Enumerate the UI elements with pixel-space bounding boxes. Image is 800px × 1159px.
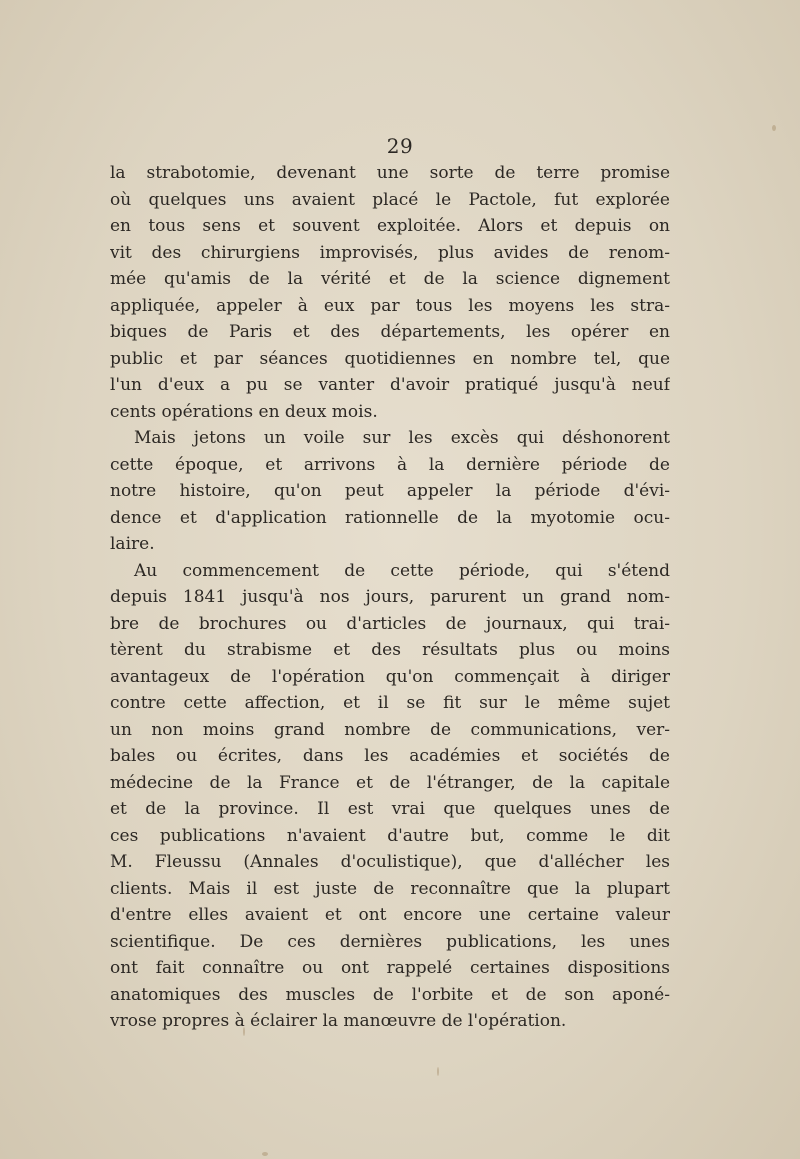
- text-line: d'entre elles avaient et ont encore une certaine valeur: [110, 905, 670, 925]
- text-line: ont fait connaître ou ont rappelé certaines dispositions: [110, 958, 670, 978]
- text-line: bales ou écrites, dans les académies et sociétés de: [110, 746, 670, 766]
- text-line: ces publications n'avaient d'autre but, comme le dit: [110, 825, 670, 846]
- text-line: l'un d'eux a pu se vanter d'avoir pratiqué jusqu'à neuf: [110, 375, 670, 395]
- text-line: notre histoire, qu'on peut appeler la période d'évi-: [110, 481, 670, 501]
- text-line: un non moins grand nombre de communications, ver-: [110, 719, 670, 740]
- foxing-spot: [772, 125, 776, 131]
- text-line: cents opérations en deux mois.: [110, 401, 378, 422]
- text-line: la strabotomie, devenant une sorte de terre promise: [110, 163, 670, 183]
- text-line: public et par séances quotidiennes en nombre tel, que: [110, 348, 670, 369]
- text-line: médecine de la France et de l'étranger, de la capitale: [110, 772, 670, 793]
- text-line: vit des chirurgiens improvisés, plus avides de renom-: [110, 242, 670, 263]
- text-line: scientifique. De ces dernières publications, les unes: [110, 931, 670, 952]
- text-line: Mais jetons un voile sur les excès qui déshonorent: [134, 428, 670, 448]
- text-line: en tous sens et souvent exploitée. Alors et depuis on: [110, 216, 670, 236]
- paragraph: [110, 425, 670, 558]
- text-line: depuis 1841 jusqu'à nos jours, parurent un grand nom-: [110, 587, 670, 607]
- text-line: laire.: [110, 534, 155, 554]
- text-line: contre cette affection, et il se fit sur le même sujet: [110, 693, 670, 713]
- text-block: [110, 160, 670, 1035]
- foxing-spot: [437, 1067, 439, 1076]
- text-line: tèrent du strabisme et des résultats plus ou moins: [110, 640, 670, 660]
- paragraph: [110, 160, 670, 425]
- text-line: clients. Mais il est juste de reconnaître que la plupart: [110, 878, 670, 899]
- paragraph: [110, 558, 670, 1035]
- text-line: avantageux de l'opération qu'on commençait à diriger: [110, 666, 670, 687]
- text-line: vrose propres à éclairer la manœuvre de l'opération.: [110, 1011, 567, 1031]
- text-line: cette époque, et arrivons à la dernière période de: [110, 454, 670, 475]
- text-line: Au commencement de cette période, qui s'étend: [134, 560, 670, 581]
- text-line: et de la province. Il est vrai que quelques unes de: [110, 799, 670, 819]
- text-line: appliquée, appeler à eux par tous les moyens les stra-: [110, 295, 670, 316]
- text-line: où quelques uns avaient placé le Pactole, fut explorée: [110, 189, 670, 210]
- foxing-spot: [262, 1152, 268, 1156]
- text-line: mée qu'amis de la vérité et de la science dignement: [110, 269, 670, 289]
- foxing-spot: [243, 1027, 245, 1036]
- text-line: M. Fleussu (Annales d'oculistique), que d'allécher les: [110, 852, 670, 872]
- text-line: bre de brochures ou d'articles de journaux, qui trai-: [110, 613, 670, 634]
- text-line: dence et d'application rationnelle de la myotomie ocu-: [110, 507, 670, 528]
- page-number: 29: [386, 134, 414, 158]
- text-line: biques de Paris et des départements, les opérer en: [110, 322, 670, 342]
- text-line: anatomiques des muscles de l'orbite et de son aponé-: [110, 984, 670, 1005]
